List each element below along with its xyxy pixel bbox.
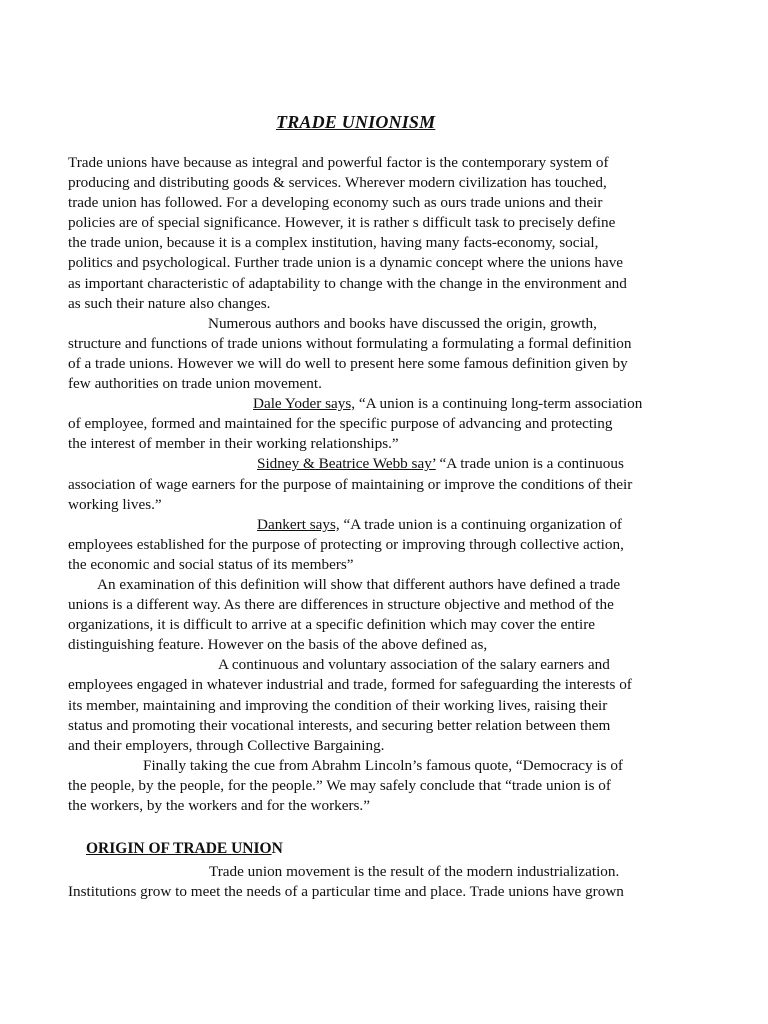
line-text: employees engaged in whatever industrial and trade, formed for safeguarding the interests of	[68, 676, 632, 694]
line-text: “A trade union is a continuing organization of	[339, 515, 622, 533]
line-text: the people, by the people, for the people.” We may safely conclude that “trade union is of	[68, 776, 611, 794]
line-text: Numerous authors and books have discussed the origin, growth,	[208, 314, 597, 332]
cited-author: Sidney & Beatrice Webb say’	[257, 455, 436, 473]
line-text: structure and functions of trade unions without formulating a formulating a formal definition	[68, 334, 632, 352]
line-text: of employee, formed and maintained for the specific purpose of advancing and protecting	[68, 415, 613, 433]
line-text: Finally taking the cue from Abrahm Lincoln’s famous quote, “Democracy is of	[143, 756, 623, 774]
text-line	[68, 374, 728, 394]
line-text: as important characteristic of adaptability to change with the change in the environment and	[68, 274, 627, 292]
line-text: association of wage earners for the purpose of maintaining or improve the conditions of their	[68, 475, 633, 493]
text-line	[68, 495, 728, 515]
text-line	[68, 862, 728, 882]
text-line	[68, 696, 728, 716]
text-line	[68, 334, 728, 354]
line-text: producing and distributing goods & services. Wherever modern civilization has touched,	[68, 174, 607, 192]
line-text: the workers, by the workers and for the workers.”	[68, 797, 370, 814]
text-line	[68, 394, 728, 414]
line-text: Trade unions have because as integral and powerful factor is the contemporary system of	[68, 154, 609, 171]
line-text: distinguishing feature. However on the basis of the above defined as,	[68, 636, 488, 654]
text-line	[68, 253, 728, 273]
line-text: few authorities on trade union movement.	[68, 375, 322, 393]
text-line	[68, 595, 728, 615]
text-line	[68, 354, 728, 374]
line-text: unions is a different way. As there are differences in structure objective and method of the	[68, 596, 614, 614]
text-line	[68, 314, 728, 334]
text-line	[68, 796, 728, 816]
text-line	[68, 475, 728, 495]
text-line	[68, 213, 728, 233]
line-text: the trade union, because it is a complex institution, having many facts-economy, social,	[68, 234, 599, 252]
line-text: of a trade unions. However we will do well to present here some famous definition given by	[68, 354, 628, 372]
text-line	[68, 535, 728, 555]
text-line	[68, 736, 728, 756]
text-line	[68, 233, 728, 253]
text-line	[68, 434, 728, 454]
text-line	[68, 173, 728, 193]
text-line	[68, 414, 728, 434]
section-body	[68, 862, 728, 902]
text-line	[68, 454, 728, 474]
line-text: and their employers, through Collective Bargaining.	[68, 736, 385, 754]
text-line	[68, 716, 728, 736]
section-heading-underlined: ORIGIN OF TRADE UNIO	[86, 840, 272, 857]
line-text: trade union has followed. For a developing economy such as ours trade unions and their	[68, 194, 603, 212]
line-text: as such their nature also changes.	[68, 294, 271, 312]
line-text: the interest of member in their working relationships.”	[68, 435, 399, 453]
cited-author: Dankert says,	[257, 515, 340, 533]
line-text: policies are of special significance. However, it is rather s difficult task to precisely define	[68, 214, 616, 232]
line-text: the economic and social status of its members”	[68, 555, 354, 573]
text-line	[68, 882, 728, 902]
document-body	[68, 153, 728, 816]
section-heading-rest: N	[271, 840, 283, 857]
section-heading	[86, 840, 283, 858]
line-text: Trade union movement is the result of the modern industrialization.	[209, 863, 620, 880]
line-text: organizations, it is difficult to arrive at a specific definition which may cover the entire	[68, 616, 596, 634]
text-line	[68, 776, 728, 796]
line-text: employees established for the purpose of protecting or improving through collective action,	[68, 535, 624, 553]
text-line	[68, 615, 728, 635]
text-line	[68, 294, 728, 314]
text-line	[68, 153, 728, 173]
line-text: “A trade union is a continuous	[435, 455, 624, 473]
line-text: status and promoting their vocational interests, and securing better relation between them	[68, 716, 611, 734]
text-line	[68, 515, 728, 535]
line-text: working lives.”	[68, 495, 162, 513]
text-line	[68, 193, 728, 213]
text-line	[68, 274, 728, 294]
line-text: its member, maintaining and improving the condition of their working lives, raising their	[68, 696, 608, 714]
line-text: politics and psychological. Further trade union is a dynamic concept where the unions have	[68, 254, 624, 272]
text-line	[68, 675, 728, 695]
text-line	[68, 555, 728, 575]
line-text: “A union is a continuing long-term association	[355, 395, 643, 413]
text-line	[68, 756, 728, 776]
text-line	[68, 635, 728, 655]
document-title: TRADE UNIONISM	[276, 112, 436, 132]
text-line	[68, 655, 728, 675]
line-text: An examination of this definition will show that different authors have defined a trade	[97, 575, 621, 593]
line-text: A continuous and voluntary association of the salary earners and	[218, 656, 610, 674]
cited-author: Dale Yoder says,	[253, 395, 356, 413]
text-line	[68, 575, 728, 595]
line-text: Institutions grow to meet the needs of a particular time and place. Trade unions have grown	[68, 883, 624, 901]
